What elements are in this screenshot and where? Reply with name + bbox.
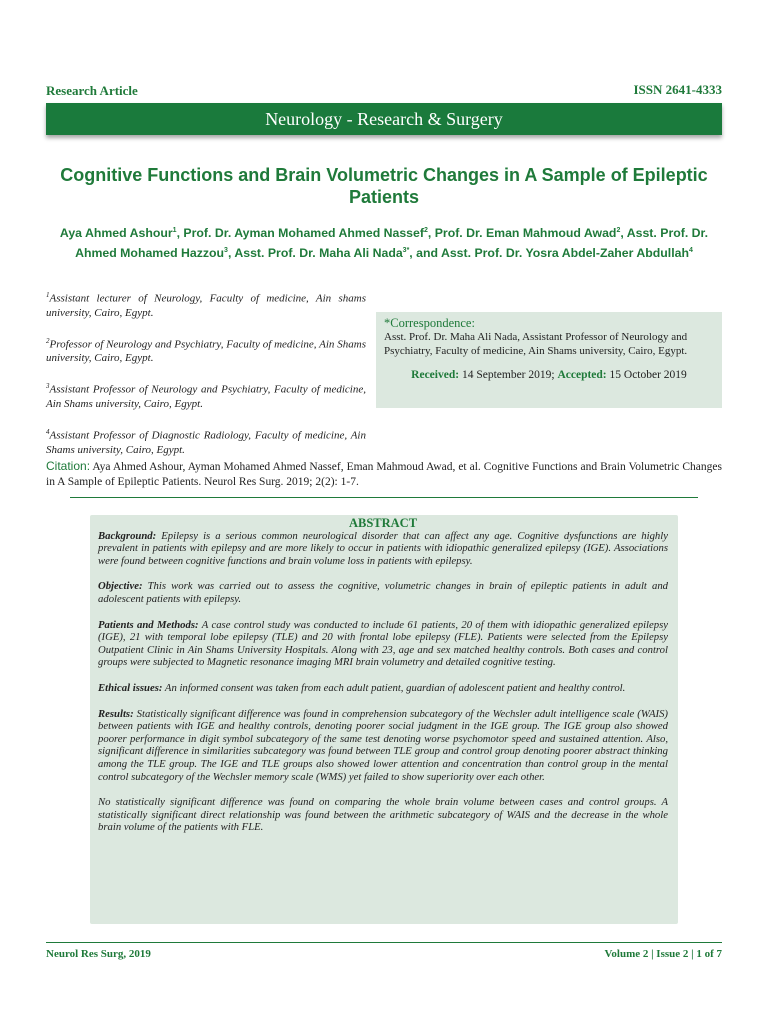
author-name: Prof. Dr. Eman Mahmoud Awad xyxy=(434,226,617,241)
accepted-label: Accepted: xyxy=(557,369,607,381)
author-affiliation-mark: 2 xyxy=(616,227,621,234)
issn-label: ISSN 2641-4333 xyxy=(633,82,722,97)
correspondence-text: Asst. Prof. Dr. Maha Ali Nada, Assistant Professor of Neurology and Psychiatry, Faculty of medicine, Ain Shams university, Cairo, Egypt. xyxy=(384,331,688,357)
received-label: Received: xyxy=(411,369,460,381)
author-affiliation-mark: 1 xyxy=(172,227,177,234)
author-name: Aya Ahmed Ashour xyxy=(59,226,173,241)
correspondence-box xyxy=(376,312,722,408)
citation-text: Aya Ahmed Ashour, Ayman Mohamed Ahmed Nassef, Eman Mahmoud Awad, et al. Cognitive Functions and Brain Volumetric Changes in A Sample of Epileptic Patients. Neurol Res Surg. 2019; 2(2): 1-7. xyxy=(46,461,722,488)
abstract-box xyxy=(90,515,678,924)
author-list: Aya Ahmed Ashour$^1$, Prof. Dr. Ayman Mohamed Ahmed Nassef$^2$, Prof. Dr. Eman Mahmoud Awad$^2$, Asst. Prof. Dr. Ahmed Mohamed Hazzou$^3$, Asst. Prof. Dr. Maha Ali Nada$^{3*}$, and Asst. Prof. Dr. Yosra Abdel-Zaher Abdullah$^4$ xyxy=(59,226,709,261)
accepted-date: 15 October 2019 xyxy=(609,369,687,381)
abstract-methods: Patients and Methods: A case control study was conducted to include 61 patients, 20 of them with idiopathic generalized epilepsy (IGE), 21 with temporal lobe epilepsy (TLE) and 20 with frontal lobe epilepsy (FLE). Patients were selected from the Epilepsy Outpatient Clinic in Ain Shams University Hospitals. Along with 23, age and sex matched healthy controls. Both cases and control groups were subjected to Magnetic resonance imaging MRI brain volumetry and detailed cognitive testing. xyxy=(98,618,669,669)
author-affiliation-mark: 4 xyxy=(689,247,693,255)
correspondence-heading: *Correspondence: xyxy=(384,316,475,330)
abstract-background: Background: Epilepsy is a serious common neurological disorder that can affect any age. Cognitive dysfunctions are highly prevalent in patients with epilepsy and are more likely to occur in patients with idiopathic generalized epilepsy (IGE). Associations were found between cognitive functions and brain volume loss in patients with epilepsy. xyxy=(98,529,668,567)
author-affiliation-mark: 2 xyxy=(423,227,428,234)
author-name: Asst. Prof. Dr. Maha Ali Nada xyxy=(234,246,403,261)
author-affiliation-mark: 3 xyxy=(224,247,228,255)
journal-banner xyxy=(46,103,722,135)
author-name: Asst. Prof. Dr. Ahmed Mohamed Hazzou xyxy=(75,226,709,261)
citation-label: Citation: xyxy=(46,459,91,473)
dates-line xyxy=(384,368,714,382)
abstract-objective: Objective: This work was carried out to assess the cognitive, volumetric changes in brain of epileptic patients in adult and adolescent patients with epilepsy. xyxy=(98,580,669,605)
abstract-heading: ABSTRACT xyxy=(348,516,418,530)
footer-journal: Neurol Res Surg, 2019 xyxy=(46,948,151,960)
abstract-ethics: Ethical issues: An informed consent was taken from each adult patient, guardian of adolescent patient and healthy control. xyxy=(98,681,626,694)
affiliation-item: $^1$Assistant lecturer of Neurology, Faculty of medicine, Ain shams university, Cairo, Egypt. xyxy=(46,291,366,319)
affiliation-item: $^3$Assistant Professor of Neurology and Psychiatry, Faculty of medicine, Ain Shams university, Cairo, Egypt. xyxy=(46,382,366,410)
affiliation-item: $^4$Assistant Professor of Diagnostic Radiology, Faculty of medicine, Ain Shams university, Cairo, Egypt. xyxy=(46,427,366,456)
affiliation-item: $^2$Professor of Neurology and Psychiatry, Faculty of medicine, Ain Shams university, Cairo, Egypt. xyxy=(46,336,366,365)
section-divider xyxy=(70,497,698,498)
author-name: Asst. Prof. Dr. Yosra Abdel-Zaher Abdullah xyxy=(440,246,689,261)
footer-page-info: Volume 2 | Issue 2 | 1 of 7 xyxy=(604,948,722,960)
paper-title: Cognitive Functions and Brain Volumetric Changes in A Sample of Epileptic Patients xyxy=(60,165,708,207)
article-type-label: Research Article xyxy=(46,83,138,98)
affiliation-list xyxy=(46,288,366,471)
author-affiliation-mark: 3* xyxy=(402,247,410,255)
journal-name: Neurology - Research & Surgery xyxy=(265,109,503,129)
received-date: 14 September 2019; xyxy=(461,369,555,381)
abstract-results: Results: Statistically significant difference was found in comprehension subcategory of the Wechsler adult intelligence scale (WAIS) between patients with IGE and healthy controls, denoting poorer social judgment in the IGE group. The IGE group also showed poorer performance in digit symbol subcategory of the same test denoting worse psychomotor speed and sustained attention. Also, significant difference in similarities subcategory was found between TLE group and control group denoting poorer abstract thinking among the TLE group. The IGE and TLE groups also showed lower attention and concentration than control group in the mental control subcategory of the Wechsler memory scale (WMS) yet failed to show superiority over each other. xyxy=(98,707,668,783)
footer-divider xyxy=(46,942,722,943)
author-name: Prof. Dr. Ayman Mohamed Ahmed Nassef xyxy=(183,226,424,241)
abstract-conclusion: No statistically significant difference was found on comparing the whole brain volume between cases and control groups. A statistically significant direct relationship was found between the arithmetic subcategory of WAIS and the decrease in the whole brain volume of the patients with FLE. xyxy=(98,796,668,834)
citation-block xyxy=(46,459,722,490)
